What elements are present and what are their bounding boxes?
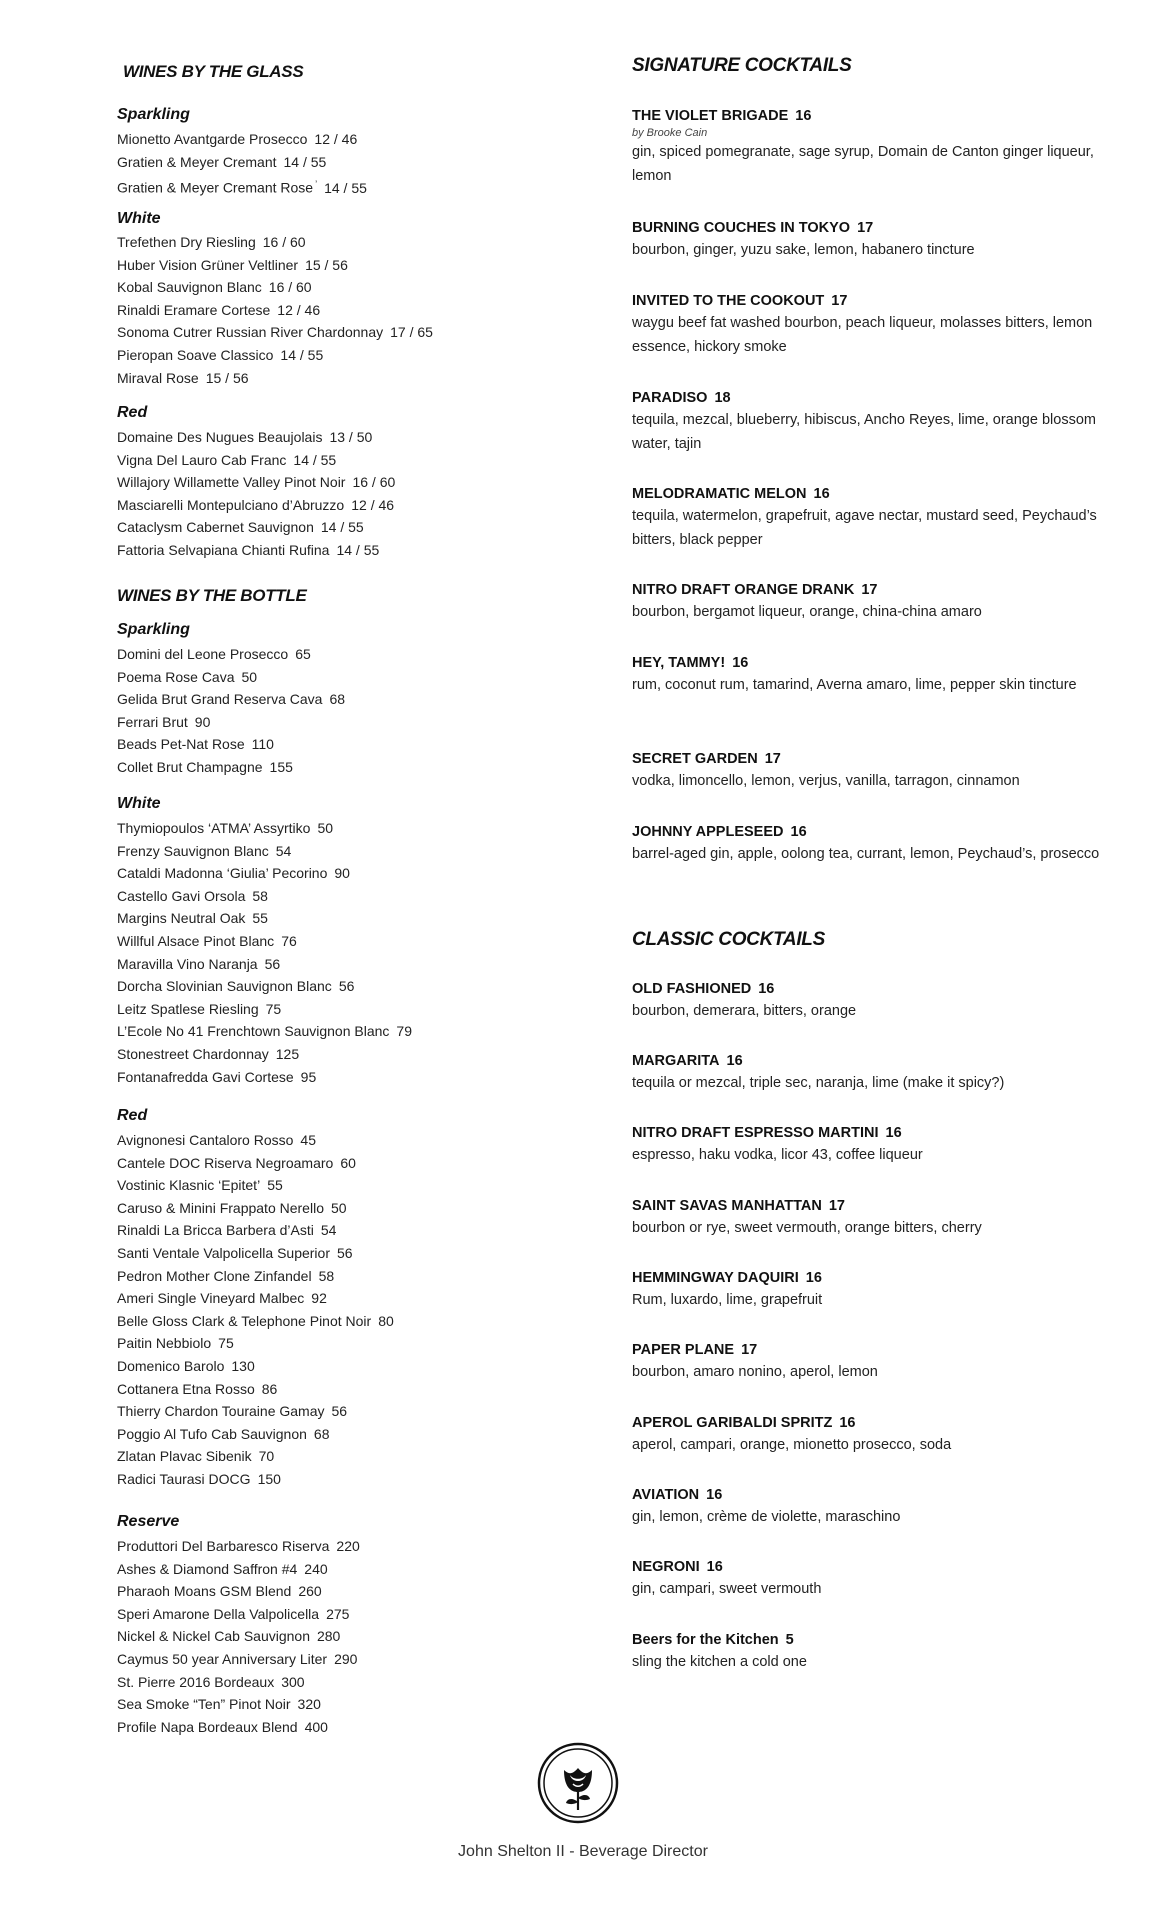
cocktail-description: gin, spiced pomegranate, sage syrup, Domain de Canton ginger liqueur, lemon (632, 144, 1094, 184)
wines-by-bottle-title: WINES BY THE BOTTLE (117, 586, 307, 605)
wine-price: 14 / 55 (336, 541, 380, 558)
wine-name: Kobal Sauvignon Blanc (117, 279, 262, 296)
wine-name: Frenzy Sauvignon Blanc (117, 842, 269, 859)
wine-price: 60 (340, 1154, 356, 1171)
cocktail-title: HEY, TAMMY! (632, 655, 726, 671)
wine-name: Pieropan Soave Classico (117, 346, 274, 363)
wine-name: Rinaldi La Bricca Barbera d’Asti (117, 1222, 314, 1239)
wine-item (117, 471, 395, 494)
wine-name: Pedron Mother Clone Zinfandel (117, 1267, 312, 1284)
cocktail-title: AVIATION (632, 1487, 700, 1503)
glass-white-title: White (117, 210, 161, 227)
wine-item (117, 1310, 394, 1333)
cocktail-item (632, 979, 1132, 1023)
cocktail-price: 17 (828, 1198, 845, 1214)
cocktail-item (632, 580, 1132, 624)
wine-price: 79 (396, 1023, 412, 1040)
wine-item (117, 151, 367, 174)
cocktail-item (632, 749, 1132, 793)
cocktail-item (632, 653, 1132, 697)
wine-price: 50 (317, 820, 334, 836)
wine-name: Willajory Willamette Valley Pinot Noir (117, 474, 346, 491)
cocktail-item (632, 484, 1132, 552)
wine-item (117, 367, 433, 390)
cocktail-description: espresso, haku vodka, licor 43, coffee liqueur (632, 1147, 923, 1163)
wine-name: Vostinic Klasnic ‘Epitet’ (117, 1177, 261, 1194)
wine-price: 110 (251, 736, 274, 753)
wine-name: Poema Rose Cava (117, 668, 235, 685)
cocktail-title: Beers for the Kitchen (632, 1632, 779, 1648)
wine-price: 220 (336, 1538, 360, 1554)
wine-item (117, 254, 433, 277)
cocktail-price: 16 (758, 981, 775, 997)
cocktail-price: 16 (732, 655, 749, 671)
wine-name: Stonestreet Chardonnay (117, 1045, 269, 1062)
wine-name: Maravilla Vino Naranja (117, 955, 258, 972)
wine-price: 14 / 55 (283, 153, 327, 170)
wine-price: 14 / 55 (324, 179, 367, 196)
cocktail-description: tequila, watermelon, grapefruit, agave nectar, mustard seed, Peychaud’s bitters, black pepper (632, 508, 1097, 548)
wine-item (117, 1378, 394, 1401)
cocktail-description: barrel-aged gin, apple, oolong tea, currant, lemon, Peychaud’s, prosecco (632, 846, 1100, 862)
wine-price: 400 (304, 1718, 328, 1735)
wine-price: 290 (334, 1650, 358, 1667)
cocktail-description: bourbon or rye, sweet vermouth, orange bitters, cherry (632, 1220, 982, 1236)
cocktail-item (632, 1051, 1132, 1095)
cocktail-description: bourbon, ginger, yuzu sake, lemon, habanero tincture (632, 242, 975, 258)
wine-price: 16 / 60 (352, 474, 396, 491)
cocktail-item (632, 218, 1132, 262)
wine-price: 260 (298, 1583, 322, 1600)
wine-item (117, 539, 395, 562)
wine-name: Produttori Del Barbaresco Riserva (117, 1538, 330, 1554)
glass-red-title: Red (117, 404, 148, 421)
wine-price: 12 / 46 (277, 301, 321, 318)
classic-cocktails-title: CLASSIC COCKTAILS (632, 929, 825, 950)
cocktail-price: 18 (714, 390, 731, 406)
wine-item (117, 862, 412, 885)
signature-cocktails-title: SIGNATURE COCKTAILS (632, 55, 852, 76)
wine-name: Domaine Des Nugues Beaujolais (117, 429, 323, 445)
wine-item (117, 756, 345, 779)
cocktail-item (632, 1557, 1132, 1601)
wine-name: Huber Vision Grüner Veltliner (117, 256, 299, 273)
wine-price: 280 (316, 1628, 341, 1645)
wine-price: 76 (281, 932, 297, 949)
cocktail-price: 17 (741, 1342, 758, 1358)
wine-item (117, 494, 395, 517)
wine-price: 16 / 60 (262, 234, 306, 250)
cocktail-price: 16 (790, 824, 807, 840)
cocktail-name (632, 1557, 1132, 1577)
cocktail-description: waygu beef fat washed bourbon, peach liqueur, molasses bitters, lemon essence, hickory smoke (632, 315, 1093, 355)
wine-item (117, 953, 412, 976)
cocktail-name (632, 484, 1132, 504)
wine-item (117, 1020, 412, 1043)
wine-item (117, 733, 345, 756)
cocktail-item (632, 106, 1132, 188)
wine-name: Sea Smoke “Ten” Pinot Noir (117, 1696, 291, 1713)
glass-white-list (117, 231, 433, 389)
cocktail-description: gin, lemon, crème de violette, maraschino (632, 1509, 901, 1525)
cocktail-description: tequila, mezcal, blueberry, hibiscus, Ancho Reyes, lime, orange blossom water, tajin (632, 412, 1096, 452)
wine-name: Leitz Spatlese Riesling (117, 1000, 259, 1017)
wine-price: 130 (231, 1357, 255, 1374)
cocktail-description: bourbon, demerara, bitters, orange (632, 1003, 857, 1019)
cocktail-price: 16 (706, 1487, 723, 1503)
cocktail-name (632, 979, 1132, 999)
wine-price: 13 / 50 (329, 429, 373, 445)
wine-price: 58 (252, 887, 268, 904)
wine-price: 90 (194, 713, 211, 730)
wine-item (117, 1242, 394, 1265)
wine-item (117, 975, 412, 998)
wine-name: Beads Pet-Nat Rose (117, 736, 245, 753)
cocktail-description: rum, coconut rum, tamarind, Averna amaro, lime, pepper skin tincture (632, 677, 1077, 693)
glass-sparkling-list (117, 128, 367, 196)
wine-price: 15 / 56 (205, 369, 249, 386)
cocktail-price: 16 (805, 1270, 822, 1286)
wine-item (117, 688, 345, 711)
wine-name: Avignonesi Cantaloro Rosso (117, 1132, 294, 1148)
wine-name: Zlatan Plavac Sibenik (117, 1448, 252, 1465)
cocktail-title: BURNING COUCHES IN TOKYO (632, 220, 851, 236)
cocktail-title: THE VIOLET BRIGADE (632, 108, 789, 124)
wine-name: Gratien & Meyer Cremant (117, 153, 277, 170)
wine-name: Willful Alsace Pinot Blanc (117, 932, 275, 949)
cocktail-item (632, 1340, 1132, 1384)
wine-item (117, 449, 395, 472)
cocktail-name (632, 1196, 1132, 1216)
cocktail-title: NITRO DRAFT ORANGE DRANK (632, 582, 855, 598)
wine-price: 300 (281, 1673, 305, 1690)
wine-item (117, 1580, 360, 1603)
cocktail-title: JOHNNY APPLESEED (632, 824, 784, 840)
wine-item (117, 1219, 394, 1242)
cocktail-price: 16 (885, 1125, 902, 1141)
wine-name: L’Ecole No 41 Frenchtown Sauvignon Blanc (117, 1023, 390, 1040)
wine-price: 68 (313, 1425, 330, 1442)
wine-name: Ashes & Diamond Saffron #4 (117, 1560, 298, 1577)
wine-price: 275 (326, 1605, 350, 1622)
wine-item (117, 1603, 360, 1626)
cocktail-name (632, 580, 1132, 600)
wine-item (117, 907, 412, 930)
wine-item (117, 1625, 360, 1648)
wine-item (117, 1535, 360, 1558)
wine-price: 80 (378, 1312, 394, 1329)
wine-name: Thierry Chardon Touraine Gamay (117, 1403, 325, 1420)
glass-sparkling-title: Sparkling (117, 106, 190, 123)
cocktail-item (632, 1485, 1132, 1529)
wine-item (117, 1355, 394, 1378)
wine-name: Sonoma Cutrer Russian River Chardonnay (117, 324, 384, 341)
wine-name: Poggio Al Tufo Cab Sauvignon (117, 1425, 307, 1442)
wine-item (117, 516, 395, 539)
wine-price: 56 (331, 1403, 348, 1420)
wine-price: 75 (265, 1000, 282, 1017)
wine-item (117, 1400, 394, 1423)
wine-name: Santi Ventale Valpolicella Superior (117, 1244, 330, 1261)
cocktail-description: vodka, limoncello, lemon, verjus, vanilla, tarragon, cinnamon (632, 773, 1020, 789)
wine-name: Gratien & Meyer Cremant Rose (117, 179, 314, 196)
wine-price: 92 (311, 1290, 327, 1307)
wine-price: 70 (258, 1448, 275, 1465)
wine-price: 15 / 56 (305, 256, 348, 273)
wine-price: 54 (275, 842, 292, 859)
cocktail-title: MARGARITA (632, 1053, 720, 1069)
wine-item (117, 1716, 360, 1739)
wine-item (117, 1693, 360, 1716)
bottle-sparkling-list (117, 643, 345, 779)
cocktail-title: NEGRONI (632, 1559, 700, 1575)
wine-name: Collet Brut Champagne (117, 758, 263, 775)
wine-price: 14 / 55 (320, 519, 364, 536)
cocktail-title: INVITED TO THE COOKOUT (632, 293, 825, 309)
cocktail-item (632, 1196, 1132, 1240)
wine-item (117, 1558, 360, 1581)
cocktail-title: PARADISO (632, 390, 708, 406)
wine-item (117, 1129, 394, 1152)
cocktail-title: MELODRAMATIC MELON (632, 486, 807, 502)
cocktail-description: bourbon, bergamot liqueur, orange, china-china amaro (632, 604, 982, 620)
wine-price: 240 (304, 1560, 328, 1577)
wine-item (117, 276, 433, 299)
wine-name: Vigna Del Lauro Cab Franc (117, 451, 287, 468)
wine-price: 16 / 60 (268, 279, 312, 296)
wine-name: Belle Gloss Clark & Telephone Pinot Noir (117, 1312, 372, 1329)
wine-price: 95 (300, 1068, 317, 1085)
wine-name: Speri Amarone Della Valpolicella (117, 1605, 320, 1622)
wine-price: 55 (267, 1177, 283, 1194)
cocktail-price: 17 (764, 751, 781, 767)
wine-price: 125 (275, 1045, 300, 1062)
wine-name: Cantele DOC Riserva Negroamaro (117, 1154, 334, 1171)
cocktail-name (632, 1340, 1132, 1360)
cocktail-description: aperol, campari, orange, mionetto prosecco, soda (632, 1437, 952, 1453)
wine-item (117, 426, 395, 449)
wine-item (117, 1423, 394, 1446)
wine-name: Rinaldi Eramare Cortese (117, 301, 271, 318)
glass-red-list (117, 426, 395, 562)
wine-price: 56 (338, 978, 355, 995)
wine-name: Cataclysm Cabernet Sauvignon (117, 519, 314, 536)
wine-item (117, 817, 412, 840)
wine-name: Masciarelli Montepulciano d’Abruzzo (117, 496, 345, 513)
cocktail-name (632, 653, 1132, 673)
beverage-director-credit: John Shelton II - Beverage Director (458, 1843, 708, 1860)
cocktail-item (632, 1413, 1132, 1457)
cocktail-name (632, 388, 1132, 408)
wine-name: Nickel & Nickel Cab Sauvignon (117, 1628, 310, 1645)
wine-item (117, 666, 345, 689)
cocktail-title: APEROL GARIBALDI SPRITZ (632, 1415, 833, 1431)
wine-price: 17 / 65 (390, 324, 433, 341)
wine-item (117, 840, 412, 863)
rose-emblem-icon (537, 1742, 619, 1824)
bottle-sparkling-title: Sparkling (117, 621, 190, 638)
wine-item (117, 1445, 394, 1468)
wine-price: 55 (252, 910, 268, 927)
wine-name: Mionetto Avantgarde Prosecco (117, 131, 308, 147)
cocktail-title: PAPER PLANE (632, 1342, 735, 1358)
bottle-reserve-list (117, 1535, 360, 1738)
wine-price: 75 (218, 1335, 234, 1352)
wine-name: Profile Napa Bordeaux Blend (117, 1718, 298, 1735)
wine-name: Ferrari Brut (117, 713, 188, 730)
wine-price: 56 (337, 1244, 353, 1261)
wine-price: 54 (320, 1222, 337, 1239)
wine-item (117, 1174, 394, 1197)
bottle-red-title: Red (117, 1107, 148, 1124)
wine-price: 56 (264, 955, 281, 972)
wine-price: 86 (261, 1380, 278, 1397)
cocktail-price: 17 (861, 582, 878, 598)
bottle-white-title: White (117, 795, 161, 812)
wines-by-glass-title: WINES BY THE GLASS (123, 62, 304, 81)
bottle-white-list (117, 817, 412, 1088)
wine-name: Domini del Leone Prosecco (117, 646, 289, 662)
wine-name: Thymiopoulos ‘ATMA’ Assyrtiko (117, 820, 311, 836)
wine-name: Caruso & Minini Frappato Nerello (117, 1199, 324, 1216)
cocktail-byline: by Brooke Cain (632, 127, 708, 139)
cocktail-description: Rum, luxardo, lime, grapefruit (632, 1292, 823, 1308)
wine-price: 14 / 55 (280, 346, 324, 363)
wine-name: Cataldi Madonna ‘Giulia’ Pecorino (117, 865, 328, 882)
wine-price: 14 / 55 (293, 451, 337, 468)
cocktail-title: OLD FASHIONED (632, 981, 752, 997)
wine-name: Paitin Nebbiolo (117, 1335, 212, 1352)
wine-item (117, 885, 412, 908)
wine-price: 320 (297, 1696, 321, 1713)
wine-item (117, 173, 367, 196)
cocktail-name (632, 218, 1132, 238)
cocktail-item (632, 1268, 1132, 1312)
wine-name: Caymus 50 year Anniversary Liter (117, 1650, 328, 1667)
wine-price: 68 (329, 691, 346, 708)
wine-item (117, 930, 412, 953)
cocktail-price: 16 (706, 1559, 723, 1575)
wine-item (117, 1468, 394, 1491)
wine-item (117, 1197, 394, 1220)
cocktail-item (632, 1123, 1132, 1167)
bottle-reserve-title: Reserve (117, 1513, 180, 1530)
cocktail-item (632, 388, 1132, 456)
cocktail-title: SAINT SAVAS MANHATTAN (632, 1198, 822, 1214)
wine-price: 65 (295, 646, 311, 662)
cocktail-price: 5 (785, 1632, 794, 1648)
wine-price: 45 (300, 1132, 316, 1148)
cocktail-title: NITRO DRAFT ESPRESSO MARTINI (632, 1125, 879, 1141)
wine-price: 50 (330, 1199, 347, 1216)
wine-name: Fattoria Selvapiana Chianti Rufina (117, 541, 330, 558)
cocktail-description: bourbon, amaro nonino, aperol, lemon (632, 1364, 878, 1380)
cocktail-name (632, 1413, 1132, 1433)
wine-item (117, 344, 433, 367)
cocktail-name (632, 106, 1132, 126)
cocktail-name (632, 291, 1132, 311)
bottle-red-list (117, 1129, 394, 1491)
wine-price: 150 (257, 1470, 281, 1487)
wine-item (117, 1043, 412, 1066)
wine-item (117, 128, 367, 151)
wine-price: 58 (318, 1267, 335, 1284)
cocktail-price: 17 (857, 220, 874, 236)
wine-item (117, 231, 433, 254)
cocktail-title: HEMMINGWAY DAQUIRI (632, 1270, 799, 1286)
cocktail-description: tequila or mezcal, triple sec, naranja, lime (make it spicy?) (632, 1075, 1005, 1091)
wine-price: 12 / 46 (314, 131, 358, 147)
cocktail-price: 17 (831, 293, 848, 309)
wine-name: Gelida Brut Grand Reserva Cava (117, 691, 323, 708)
cocktail-price: 16 (795, 108, 812, 124)
wine-name: Fontanafredda Gavi Cortese (117, 1068, 294, 1085)
wine-name: Miraval Rose (117, 369, 199, 386)
wine-item (117, 321, 433, 344)
wine-name: Ameri Single Vineyard Malbec (117, 1290, 305, 1307)
wine-name: St. Pierre 2016 Bordeaux (117, 1673, 275, 1690)
wine-item (117, 1648, 360, 1671)
wine-name: Cottanera Etna Rosso (117, 1380, 255, 1397)
wine-price: 155 (269, 758, 293, 775)
wine-name: Castello Gavi Orsola (117, 887, 246, 904)
wine-item (117, 1287, 394, 1310)
wine-item (117, 998, 412, 1021)
wine-name: Trefethen Dry Riesling (117, 234, 256, 250)
cocktail-name (632, 1485, 1132, 1505)
wine-item (117, 1152, 394, 1175)
cocktail-item (632, 822, 1132, 866)
wine-name: Margins Neutral Oak (117, 910, 246, 927)
wine-price: 12 / 46 (351, 496, 395, 513)
cocktail-name (632, 822, 1132, 842)
cocktail-name (632, 1123, 1132, 1143)
wine-item (117, 643, 345, 666)
cocktail-item (632, 291, 1132, 359)
cocktail-description: sling the kitchen a cold one (632, 1654, 807, 1670)
wine-item (117, 1066, 412, 1089)
cocktail-name (632, 1051, 1132, 1071)
cocktail-name (632, 1268, 1132, 1288)
wine-name: Domenico Barolo (117, 1357, 225, 1374)
wine-item (117, 1332, 394, 1355)
cocktail-description: gin, campari, sweet vermouth (632, 1581, 822, 1597)
wine-name: Pharaoh Moans GSM Blend (117, 1583, 292, 1600)
wine-item (117, 1671, 360, 1694)
wine-name: Radici Taurasi DOCG (117, 1470, 251, 1487)
cocktail-price: 16 (813, 486, 830, 502)
wine-item (117, 1265, 394, 1288)
wine-price: 50 (241, 668, 258, 685)
wine-price: 90 (334, 865, 350, 882)
cocktail-item (632, 1630, 1132, 1674)
cocktail-price: 16 (839, 1415, 856, 1431)
wine-name: Dorcha Slovinian Sauvignon Blanc (117, 978, 332, 995)
wine-mark: ’ (315, 179, 318, 190)
cocktail-price: 16 (726, 1053, 743, 1069)
cocktail-title: SECRET GARDEN (632, 751, 758, 767)
cocktail-name (632, 749, 1132, 769)
cocktail-name (632, 1630, 1132, 1650)
wine-item (117, 299, 433, 322)
wine-item (117, 711, 345, 734)
